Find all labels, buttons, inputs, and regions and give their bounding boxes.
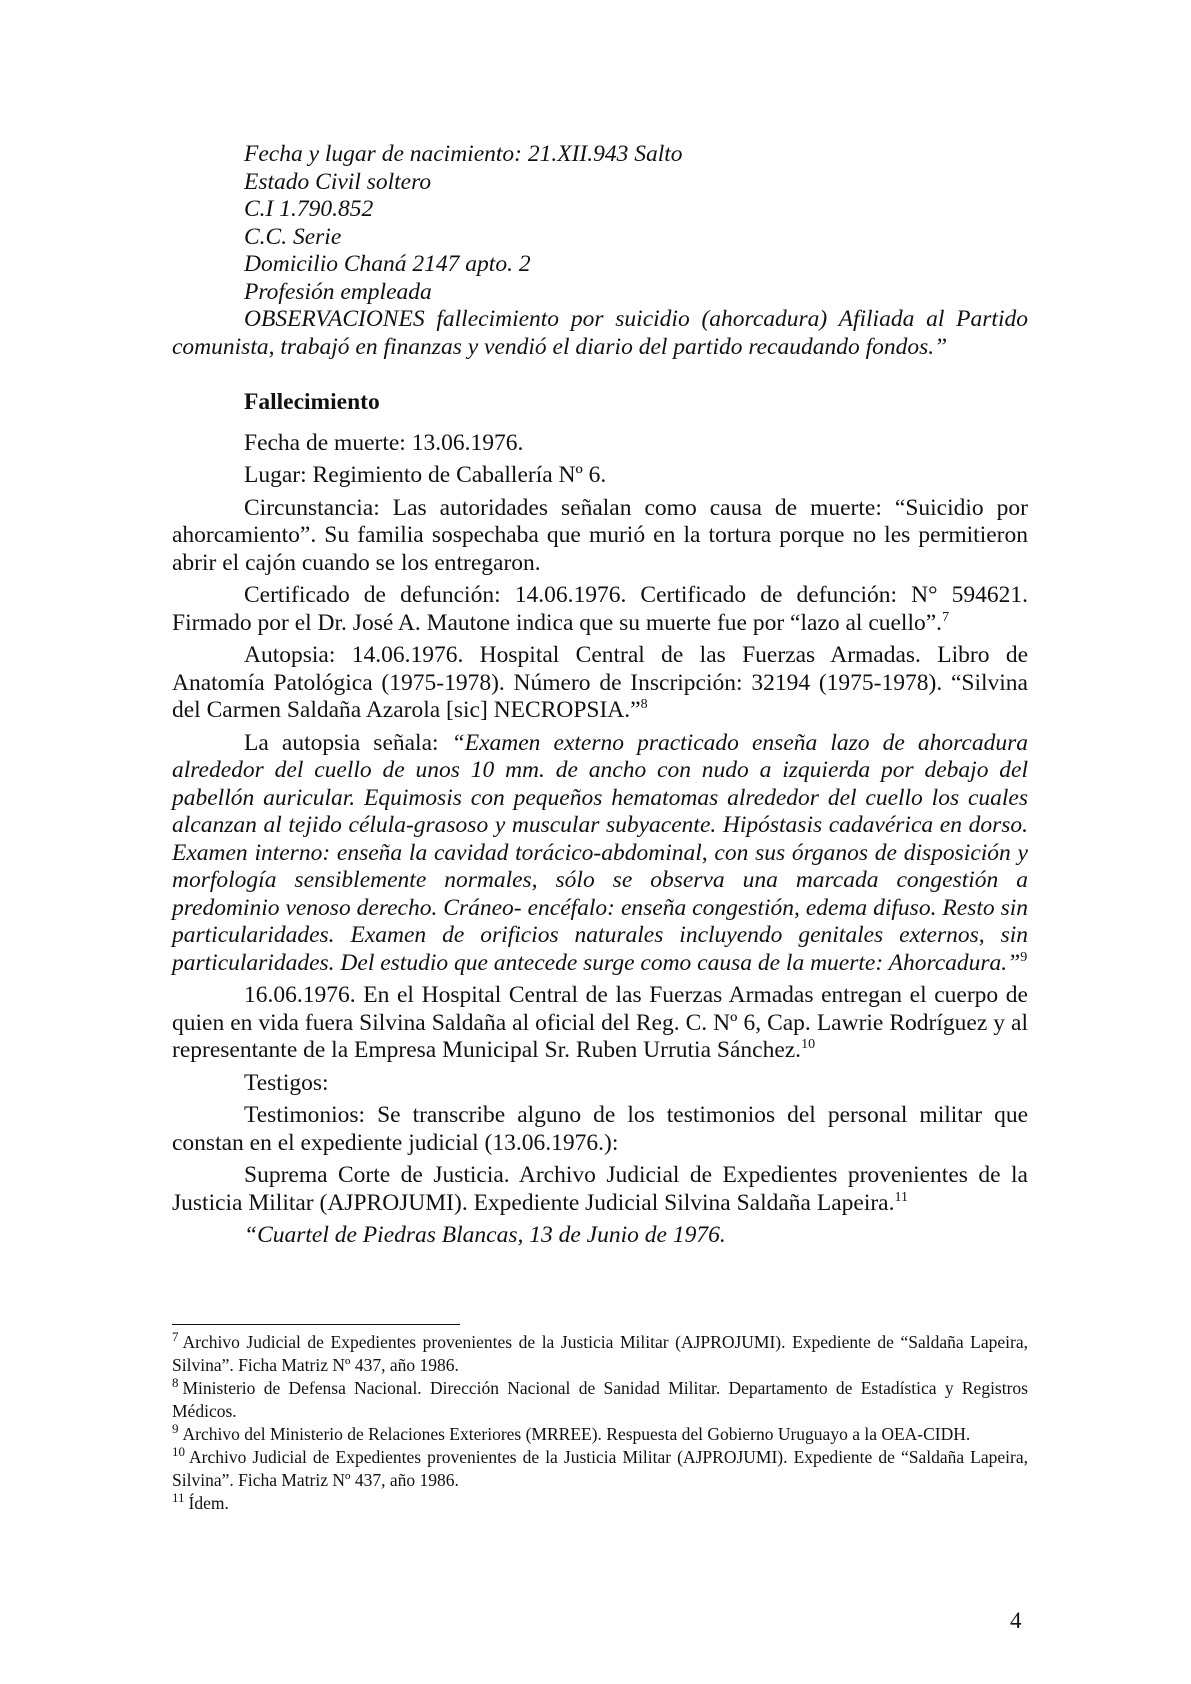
page-number: 4 — [1010, 1608, 1022, 1633]
footnotes — [172, 1331, 1028, 1515]
record-line-birth: Fecha y lugar de nacimiento: 21.XII.943 Salto — [244, 141, 683, 167]
record-observaciones: OBSERVACIONES fallecimiento por suicidio (ahorcadura) Afiliada al Partido comunista, trabajó en finanzas y vendió el diario del partido recaudando fondos.” — [172, 306, 1028, 360]
footnote-separator — [172, 1324, 460, 1325]
footnote-ref-7[interactable]: 7 — [942, 609, 950, 625]
paragraph-autopsia-text: Autopsia: 14.06.1976. Hospital Central de las Fuerzas Armadas. Libro de Anatomía Patológica (1975-1978). Número de Inscripción: 32194 (1975-1978). “Silvina del Carmen Saldaña Azarola [sic] NECROPSIA.” — [172, 642, 1028, 723]
paragraph-autopsia-senala — [172, 730, 1028, 978]
paragraph-suprema-text: Suprema Corte de Justicia. Archivo Judicial de Expedientes provenientes de la Justicia Militar (AJPROJUMI). Expediente Judicial Silvina Saldaña Lapeira. — [172, 1162, 1028, 1216]
footnote-11 — [172, 1492, 1028, 1515]
paragraph-certificado — [172, 582, 1028, 637]
paragraph-testimonios: Testimonios: Se transcribe alguno de los testimonios del personal militar que constan en el expediente judicial (13.06.1976.): — [172, 1102, 1028, 1156]
footnote-text: Ministerio de Defensa Nacional. Dirección Nacional de Sanidad Militar. Departamento de Estadística y Registros Médicos. — [172, 1378, 1028, 1421]
record-line-ci: C.I 1.790.852 — [244, 196, 374, 222]
section-title: Fallecimiento — [244, 389, 380, 415]
paragraph-entrega — [172, 982, 1028, 1065]
footnote-mark: 11 — [172, 1490, 185, 1505]
record-line-domicile: Domicilio Chaná 2147 apto. 2 — [244, 251, 531, 277]
footnote-mark: 9 — [172, 1421, 179, 1436]
paragraph-cuartel: “Cuartel de Piedras Blancas, 13 de Junio de 1976. — [244, 1222, 726, 1248]
paragraph-certificado-text: Certificado de defunción: 14.06.1976. Certificado de defunción: N° 594621. Firmado por el Dr. José A. Mautone indica que su muerte fue por “lazo al cuello”. — [172, 582, 1028, 636]
footnote-ref-8[interactable]: 8 — [640, 697, 648, 712]
paragraph-suprema — [172, 1162, 1028, 1217]
footnote-text: Archivo Judicial de Expedientes provenientes de la Justicia Militar (AJPROJUMI). Expediente de “Saldaña Lapeira, Silvina”. Ficha Matriz Nº 437, año 1986. — [172, 1447, 1028, 1490]
record-line-cc: C.C. Serie — [244, 223, 342, 250]
paragraph-senala-lead: La autopsia señala: — [244, 729, 452, 756]
record-line-civil-status: Estado Civil soltero — [244, 168, 432, 195]
personal-record-block — [172, 141, 1028, 1255]
paragraph-testigos: Testigos: — [244, 1069, 329, 1096]
footnote-text: Archivo del Ministerio de Relaciones Exteriores (MRREE). Respuesta del Gobierno Uruguayo a la OEA-CIDH. — [182, 1424, 971, 1444]
footnote-mark: 10 — [172, 1444, 185, 1459]
footnote-7 — [172, 1331, 1028, 1377]
footnote-ref-11[interactable]: 11 — [894, 1189, 908, 1205]
paragraph-fecha: Fecha de muerte: 13.06.1976. — [244, 429, 524, 456]
footnote-text: Archivo Judicial de Expedientes provenientes de la Justicia Militar (AJPROJUMI). Expediente de “Saldaña Lapeira, Silvina”. Ficha Matriz Nº 437, año 1986. — [172, 1332, 1028, 1375]
paragraph-entrega-text: 16.06.1976. En el Hospital Central de las Fuerzas Armadas entregan el cuerpo de quien en vida fuera Silvina Saldaña al oficial del Reg. C. Nº 6, Cap. Lawrie Rodríguez y al representante de la Empresa Municipal Sr. Ruben Urrutia Sánchez. — [172, 982, 1028, 1063]
footnote-8 — [172, 1377, 1028, 1423]
footnote-text: Ídem. — [188, 1493, 229, 1513]
footnote-mark: 8 — [172, 1375, 179, 1390]
paragraph-circunstancia: Circunstancia: Las autoridades señalan como causa de muerte: “Suicidio por ahorcamiento”. Su familia sospechaba que murió en la tortura porque no les permitieron abrir el cajón cuando se los entregaron. — [172, 494, 1028, 576]
footnote-ref-9[interactable]: 9 — [1020, 949, 1028, 965]
autopsy-quote: “Examen externo practicado enseña lazo de ahorcadura alrededor del cuello de unos 10 mm. de ancho con nudo a izquierda por debajo del pabellón auricular. Equimosis con pequeños hematomas alrededor del cuello los cuales alcanzan al tejido célula-grasoso y muscular subyacente. Hipóstasis cadavérica en dorso. Examen interno: enseña la cavidad torácico-abdominal, con sus órganos de disposición y morfología sensiblemente normales, sólo se observa una marcada congestión a predominio venoso derecho. Cráneo- encéfalo: enseña congestión, edema difuso. Resto sin particularidades. Examen de orificios naturales incluyendo genitales externos, sin particularidades. Del estudio que antecede surge como causa de la muerte: Ahorcadura.” — [172, 729, 1028, 976]
footnote-ref-10[interactable]: 10 — [801, 1037, 816, 1052]
footnote-10 — [172, 1446, 1028, 1492]
paragraph-lugar: Lugar: Regimiento de Caballería Nº 6. — [244, 462, 607, 488]
paragraph-autopsia — [172, 642, 1028, 725]
record-line-profession: Profesión empleada — [244, 278, 432, 305]
footnote-mark: 7 — [172, 1329, 179, 1344]
footnote-9 — [172, 1423, 1028, 1446]
